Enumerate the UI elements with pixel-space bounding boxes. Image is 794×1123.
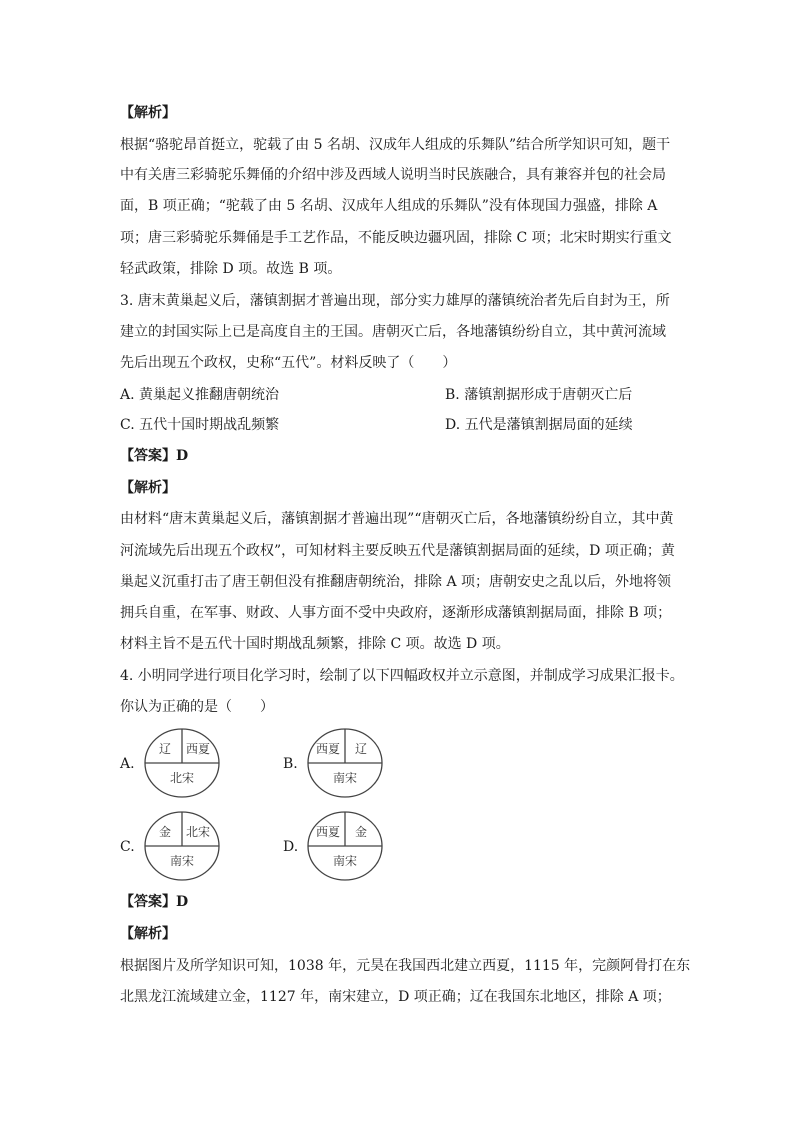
q3-stem-line: 建立的封国实际上已是高度自主的王国。唐朝灭亡后，各地藩镇纷纷自立，其中黄河流域 [120, 324, 666, 340]
q2-analysis-line: 项；唐三彩骑驼乐舞俑是手工艺作品，不能反映边疆巩固，排除 C 项；北宋时期实行重文 [120, 230, 672, 246]
q3-analysis-line: 拥兵自重，在军事、财政、人事方面不受中央政府，逐渐形成藩镇割据局面，排除 B 项； [120, 605, 672, 621]
q4-stem-line: 4. 小明同学进行项目化学习时，绘制了以下四幅政权并立示意图，并制成学习成果汇报卡。 [120, 668, 684, 684]
q4-b-bottom: 南宋 [332, 771, 358, 785]
q4-option-b-diagram [306, 727, 384, 799]
q4-c-top-right: 北宋 [185, 825, 211, 839]
q4-analysis-line: 北黑龙江流域建立金，1127 年，南宋建立，D 项正确；辽在我国东北地区，排除 A 项； [120, 989, 671, 1005]
q4-a-bottom: 北宋 [169, 771, 195, 785]
q3-option-d: D. 五代是藩镇割据局面的延续 [445, 417, 633, 433]
q3-analysis-line: 河流域先后出现五个政权”，可知材料主要反映五代是藩镇割据局面的延续，D 项正确；黄 [120, 543, 675, 559]
q4-option-d-diagram [306, 810, 384, 882]
q2-analysis-line: 轻武政策，排除 D 项。故选 B 项。 [120, 261, 342, 277]
q4-option-a-label: A. [120, 756, 135, 772]
q4-stem-line: 你认为正确的是（ ） [120, 699, 274, 715]
q4-c-bottom: 南宋 [169, 854, 195, 868]
q3-option-b: B. 藩镇割据形成于唐朝灭亡后 [445, 387, 633, 403]
q3-analysis-line: 材料主旨不是五代十国时期战乱频繁，排除 C 项。故选 D 项。 [120, 636, 510, 652]
q4-option-d-label: D. [283, 839, 299, 855]
q3-analysis-line: 由材料“唐末黄巢起义后，藩镇割据才普遍出现”“唐朝灭亡后，各地藩镇纷纷自立，其中黄 [120, 511, 674, 527]
q4-c-top-left: 金 [158, 825, 172, 839]
q4-b-top-left: 西夏 [315, 742, 341, 756]
q4-option-a-diagram [143, 727, 221, 799]
q4-option-c-diagram [143, 810, 221, 882]
q4-d-top-left: 西夏 [315, 825, 341, 839]
q4-b-top-right: 辽 [354, 742, 368, 756]
q2-analysis-line: 根据“骆驼昂首挺立，驼载了由 5 名胡、汉成年人组成的乐舞队”结合所学知识可知，题干 [120, 137, 671, 153]
q3-analysis-line: 巢起义沉重打击了唐王朝但没有推翻唐朝统治，排除 A 项；唐朝安史之乱以后，外地将领 [120, 574, 672, 590]
q3-stem-line: 先后出现五个政权，史称“五代”。材料反映了（ ） [120, 355, 457, 371]
q3-stem-line: 3. 唐末黄巢起义后，藩镇割据才普遍出现，部分实力雄厚的藩镇统治者先后自封为王，所 [120, 293, 670, 309]
q4-answer: 【答案】D [120, 894, 189, 910]
q4-d-bottom: 南宋 [332, 854, 358, 868]
q2-analysis-line: 中有关唐三彩骑驼乐舞俑的介绍中涉及西域人说明当时民族融合，具有兼容并包的社会局 [120, 167, 666, 183]
q4-analysis-line: 根据图片及所学知识可知，1038 年，元昊在我国西北建立西夏，1115 年，完颜阿骨打在东 [120, 958, 691, 974]
q4-a-top-left: 辽 [158, 742, 172, 756]
q4-option-b-label: B. [283, 756, 298, 772]
q4-option-c-label: C. [120, 839, 135, 855]
q3-analysis-heading: 【解析】 [120, 480, 176, 496]
q4-analysis-heading: 【解析】 [120, 926, 176, 942]
q4-a-top-right: 西夏 [185, 742, 211, 756]
q3-answer: 【答案】D [120, 448, 189, 464]
q3-option-c: C. 五代十国时期战乱频繁 [120, 417, 280, 433]
q4-d-top-right: 金 [354, 825, 368, 839]
q2-analysis-heading: 【解析】 [120, 105, 176, 121]
q2-analysis-line: 面，B 项正确；“驼载了由 5 名胡、汉成年人组成的乐舞队”没有体现国力强盛，排除 A [120, 198, 658, 214]
q3-option-a: A. 黄巢起义推翻唐朝统治 [120, 387, 280, 403]
